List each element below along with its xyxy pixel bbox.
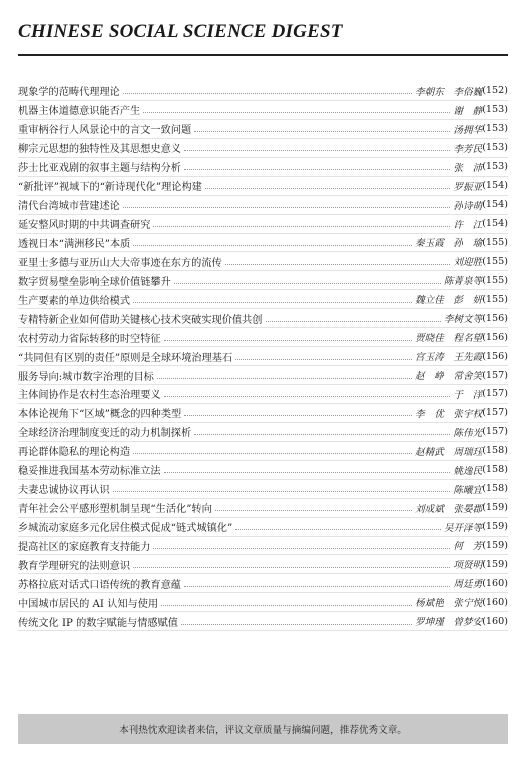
toc-entry[interactable] xyxy=(18,177,508,196)
leader-dots xyxy=(235,529,441,530)
entry-title: 青年社会公平感形塑机制呈现“生活化”转向 xyxy=(18,504,212,516)
entry-title: 本体论视角下“区域”概念的四种类型 xyxy=(18,409,182,421)
toc-entry[interactable] xyxy=(18,442,508,461)
entry-title: 清代台湾城市营建述论 xyxy=(18,201,120,213)
entry-page: (157) xyxy=(482,426,508,438)
toc-entry[interactable] xyxy=(18,593,508,612)
toc-entry[interactable] xyxy=(18,82,508,101)
leader-dots xyxy=(184,169,450,170)
entry-title: “共同但有区别的责任”原则是全球环境治理基石 xyxy=(18,352,233,364)
leader-dots xyxy=(184,415,412,416)
entry-title: 现象学的范畴代理理论 xyxy=(18,87,120,99)
entry-title: 生产要素的单边供给模式 xyxy=(18,295,131,307)
entry-title: 全球经济治理制度变迁的动力机制探析 xyxy=(18,428,192,440)
entry-title: 主体间协作是农村生态治理要义 xyxy=(18,390,161,402)
entry-authors: 吴开泽等 xyxy=(443,522,483,534)
entry-authors: 刘成斌 张晏郡 xyxy=(415,503,483,515)
leader-dots xyxy=(123,207,451,208)
entry-title: 乡城流动家庭多元化居住模式促成“链式城镇化” xyxy=(18,523,233,535)
entry-page: (159) xyxy=(482,521,508,533)
entry-page: (156) xyxy=(482,350,508,362)
entry-page: (156) xyxy=(482,331,508,343)
toc-entry[interactable] xyxy=(18,555,508,574)
table-of-contents xyxy=(18,82,508,631)
entry-authors: 何 芳 xyxy=(453,541,483,553)
entry-title: 柳宗元思想的独特性及其思想史意义 xyxy=(18,144,181,156)
entry-authors: 宫玉涛 王先霞 xyxy=(415,352,483,364)
entry-page: (160) xyxy=(482,615,508,627)
entry-authors: 项贤明 xyxy=(453,560,483,572)
toc-entry[interactable] xyxy=(18,309,508,328)
leader-dots xyxy=(184,150,450,151)
leader-dots xyxy=(153,226,450,227)
leader-dots xyxy=(153,548,450,549)
entry-title: 教育学理研究的法则意识 xyxy=(18,560,131,572)
entry-page: (158) xyxy=(482,483,508,495)
leader-dots xyxy=(164,472,451,473)
entry-page: (155) xyxy=(482,274,508,286)
entry-page: (157) xyxy=(482,407,508,419)
entry-page: (154) xyxy=(482,180,508,192)
entry-authors: 李树文等 xyxy=(443,314,483,326)
leader-dots xyxy=(266,321,441,322)
leader-dots xyxy=(194,131,450,132)
entry-title: 透视日本“满洲移民”本质 xyxy=(18,238,131,250)
entry-authors: 赵 峥 常舍笑 xyxy=(415,371,483,383)
leader-dots xyxy=(174,283,441,284)
entry-page: (158) xyxy=(482,464,508,476)
toc-entry[interactable] xyxy=(18,196,508,215)
entry-authors: 李朝东 李俗巍 xyxy=(415,86,483,98)
entry-title: 机器主体道德意识能否产生 xyxy=(18,106,141,118)
leader-dots xyxy=(205,188,451,189)
entry-authors: 许 江 xyxy=(453,219,483,231)
entry-authors: 贾晓佳 程名望 xyxy=(415,333,483,345)
entry-page: (159) xyxy=(482,539,508,551)
entry-authors: 谢 静 xyxy=(453,105,483,117)
entry-authors: 周廷勇 xyxy=(453,579,483,591)
entry-title: 提高社区的家庭教育支持能力 xyxy=(18,541,151,553)
entry-title: 农村劳动力省际转移的时空特征 xyxy=(18,333,161,345)
entry-authors: 于 洋 xyxy=(453,389,483,401)
toc-entry[interactable] xyxy=(18,499,508,518)
leader-dots xyxy=(215,510,412,511)
toc-entry[interactable] xyxy=(18,347,508,366)
header-rule xyxy=(18,54,508,56)
entry-authors: 罗坤瑾 曾梦安 xyxy=(415,617,483,629)
entry-page: (156) xyxy=(482,312,508,324)
entry-title: 亚里士多德与亚历山大大帝事迹在东方的流传 xyxy=(18,257,222,269)
toc-entry[interactable] xyxy=(18,480,508,499)
toc-entry[interactable] xyxy=(18,366,508,385)
entry-authors: 罗振亚 xyxy=(453,181,483,193)
leader-dots xyxy=(181,624,412,625)
toc-entry[interactable] xyxy=(18,158,508,177)
toc-entry[interactable] xyxy=(18,328,508,347)
toc-entry[interactable] xyxy=(18,215,508,234)
entry-title: 延安整风时期的中共调查研究 xyxy=(18,220,151,232)
footer-note xyxy=(18,714,508,744)
toc-entry[interactable] xyxy=(18,423,508,442)
toc-entry[interactable] xyxy=(18,290,508,309)
leader-dots xyxy=(133,245,412,246)
entry-page: (157) xyxy=(482,388,508,400)
leader-dots xyxy=(184,586,450,587)
entry-title: 稳妥推进我国基本劳动标准立法 xyxy=(18,466,161,478)
entry-authors: 张 沛 xyxy=(453,162,483,174)
toc-entry[interactable] xyxy=(18,612,508,631)
entry-authors: 汤拥华 xyxy=(453,124,483,136)
entry-title: 中国城市居民的 AI 认知与使用 xyxy=(18,598,159,610)
entry-page: (153) xyxy=(482,123,508,135)
toc-entry[interactable] xyxy=(18,252,508,271)
journal-title: CHINESE SOCIAL SCIENCE DIGEST xyxy=(18,21,343,42)
entry-page: (154) xyxy=(482,199,508,211)
entry-authors: 陈曦宜 xyxy=(453,484,483,496)
toc-entry[interactable] xyxy=(18,518,508,537)
toc-entry[interactable] xyxy=(18,574,508,593)
entry-page: (153) xyxy=(482,161,508,173)
entry-page: (160) xyxy=(482,596,508,608)
toc-entry[interactable] xyxy=(18,404,508,423)
leader-dots xyxy=(157,378,412,379)
toc-entry[interactable] xyxy=(18,271,508,290)
entry-page: (160) xyxy=(482,577,508,589)
entry-page: (154) xyxy=(482,218,508,230)
entry-title: 重审柄谷行人风景论中的言文一致问题 xyxy=(18,125,192,137)
leader-dots xyxy=(123,93,412,94)
entry-authors: 赵精武 周瑞珏 xyxy=(415,446,483,458)
leader-dots xyxy=(143,112,450,113)
toc-entry[interactable] xyxy=(18,461,508,480)
entry-page: (152) xyxy=(482,85,508,97)
leader-dots xyxy=(235,359,412,360)
toc-entry[interactable] xyxy=(18,101,508,120)
entry-title: 苏格拉底对话式口语传统的教育意蕴 xyxy=(18,579,181,591)
entry-title: 再论群体隐私的理论构造 xyxy=(18,447,131,459)
entry-page: (155) xyxy=(482,293,508,305)
entry-title: 服务导向:城市数字治理的目标 xyxy=(18,371,154,383)
entry-page: (159) xyxy=(482,502,508,514)
entry-authors: 李 优 张宇权 xyxy=(415,408,483,420)
entry-authors: 陈伟光 xyxy=(453,427,483,439)
toc-entry[interactable] xyxy=(18,139,508,158)
entry-authors: 秦玉霞 孙 瑜 xyxy=(415,238,483,250)
footer-text: 本刊热忱欢迎读者来信，评议文章质量与摘编问题，推荐优秀文章。 xyxy=(119,725,407,736)
entry-authors: 刘迎胜 xyxy=(453,257,483,269)
entry-authors: 陈菁泉等 xyxy=(443,276,483,288)
entry-title: 莎士比亚戏剧的叙事主题与结构分析 xyxy=(18,163,181,175)
leader-dots xyxy=(161,605,412,606)
entry-authors: 杨斌艳 张宁悦 xyxy=(415,598,483,610)
toc-entry[interactable] xyxy=(18,537,508,556)
entry-page: (153) xyxy=(482,104,508,116)
masthead xyxy=(18,12,508,52)
leader-dots xyxy=(133,453,412,454)
leader-dots xyxy=(113,491,451,492)
leader-dots xyxy=(133,302,412,303)
toc-entry[interactable] xyxy=(18,234,508,253)
entry-authors: 魏立佳 彭 妍 xyxy=(415,295,483,307)
entry-authors: 李芳民 xyxy=(453,143,483,155)
entry-page: (159) xyxy=(482,558,508,570)
entry-page: (155) xyxy=(482,236,508,248)
entry-page: (157) xyxy=(482,369,508,381)
toc-entry[interactable] xyxy=(18,385,508,404)
entry-page: (153) xyxy=(482,142,508,154)
leader-dots xyxy=(164,340,412,341)
leader-dots xyxy=(133,567,450,568)
entry-authors: 姚逸民 xyxy=(453,465,483,477)
entry-title: 数字贸易壁垒影响全球价值链攀升 xyxy=(18,276,171,288)
entry-title: “新批评”视域下的“新诗现代化”理论构建 xyxy=(18,182,202,194)
leader-dots xyxy=(164,396,451,397)
toc-entry[interactable] xyxy=(18,120,508,139)
leader-dots xyxy=(194,434,450,435)
entry-page: (155) xyxy=(482,255,508,267)
entry-page: (158) xyxy=(482,445,508,457)
entry-title: 传统文化 IP 的数字赋能与情感赋值 xyxy=(18,617,178,629)
entry-title: 专精特新企业如何借助关键核心技术突破实现价值共创 xyxy=(18,314,263,326)
leader-dots xyxy=(225,264,451,265)
entry-authors: 孙诗萌 xyxy=(453,200,483,212)
entry-title: 夫妻忠诚协议再认识 xyxy=(18,485,110,497)
